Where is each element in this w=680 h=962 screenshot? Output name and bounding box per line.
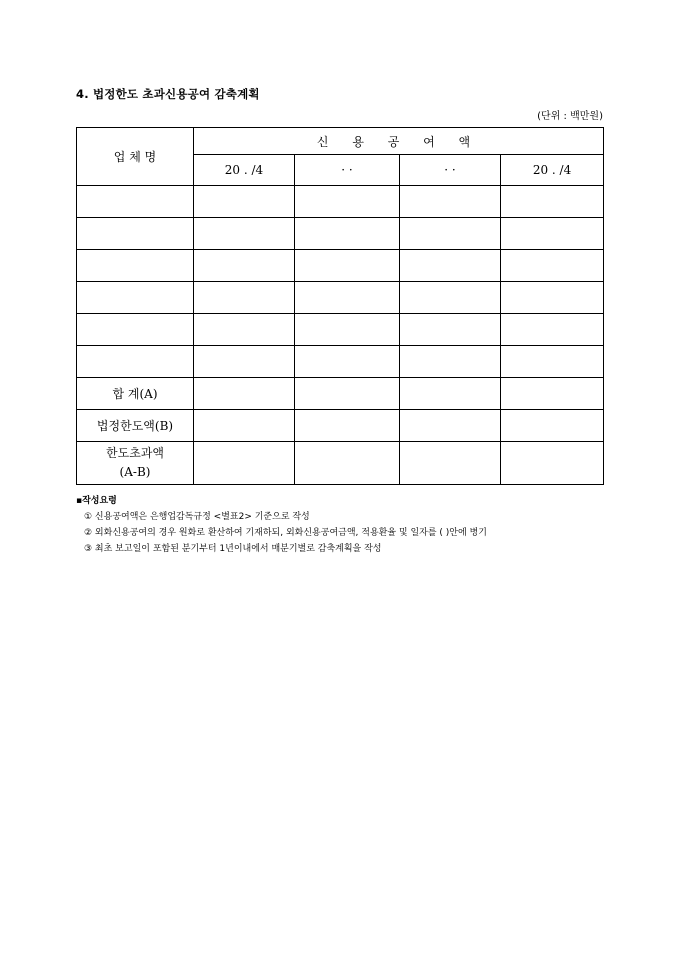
table-cell[interactable]: [77, 314, 194, 346]
table-cell[interactable]: [501, 314, 604, 346]
table-cell[interactable]: [77, 346, 194, 378]
table-row: [77, 282, 604, 314]
document-title: 4. 법정한도 초과신용공여 감축계획: [76, 87, 260, 101]
table-row: [77, 218, 604, 250]
total-row: [77, 378, 604, 410]
table-cell[interactable]: [400, 218, 501, 250]
table-cell[interactable]: [77, 186, 194, 218]
table-cell[interactable]: [295, 378, 400, 410]
table-cell[interactable]: [77, 282, 194, 314]
table-cell[interactable]: [501, 282, 604, 314]
guideline-item-2: ② 외화신용공여의 경우 원화로 환산하여 기재하되, 외화신용공여금액, 적용환율 및 일자를 ( )안에 병기: [84, 528, 487, 538]
table-cell[interactable]: [501, 250, 604, 282]
table-cell[interactable]: [501, 186, 604, 218]
guideline-item-1: ① 신용공여액은 은행업감독규정 <별표2> 기준으로 작성: [84, 512, 310, 522]
reduction-plan-table: [76, 127, 604, 485]
table-cell[interactable]: [295, 314, 400, 346]
table-cell[interactable]: [400, 314, 501, 346]
table-cell[interactable]: [400, 442, 501, 485]
table-row: [77, 186, 604, 218]
table-cell[interactable]: [194, 314, 295, 346]
table-cell[interactable]: [501, 378, 604, 410]
table-cell[interactable]: [77, 218, 194, 250]
table-cell[interactable]: [194, 378, 295, 410]
credit-amount-header: 신 용 공 여 액: [194, 128, 604, 155]
table-cell[interactable]: [295, 410, 400, 442]
table-cell[interactable]: [400, 346, 501, 378]
table-cell[interactable]: [501, 346, 604, 378]
table-cell[interactable]: [295, 250, 400, 282]
table-cell[interactable]: [77, 250, 194, 282]
date-header-2: · ·: [295, 155, 400, 186]
guidelines-heading: ▪작성요령: [76, 496, 117, 506]
table-cell[interactable]: [295, 186, 400, 218]
excess-label-line2: (A-B): [119, 465, 151, 479]
table-cell[interactable]: [295, 282, 400, 314]
table-cell[interactable]: [295, 346, 400, 378]
legal-limit-label: 법정한도액(B): [77, 410, 194, 442]
table-cell[interactable]: [295, 218, 400, 250]
table-cell[interactable]: [501, 442, 604, 485]
table-row: [77, 314, 604, 346]
table-cell[interactable]: [194, 410, 295, 442]
table-cell[interactable]: [400, 378, 501, 410]
table-cell[interactable]: [194, 346, 295, 378]
header-row-1: [77, 128, 604, 155]
table-cell[interactable]: [194, 186, 295, 218]
table-cell[interactable]: [400, 250, 501, 282]
company-name-header: 업 체 명: [77, 128, 194, 186]
total-label: 합 계(A): [77, 378, 194, 410]
table-cell[interactable]: [501, 410, 604, 442]
table-cell[interactable]: [400, 410, 501, 442]
date-header-3: · ·: [400, 155, 501, 186]
unit-label: (단위 : 백만원): [537, 111, 603, 122]
table-cell[interactable]: [400, 186, 501, 218]
date-header-1: 20 . /4: [194, 155, 295, 186]
table-cell[interactable]: [501, 218, 604, 250]
excess-row: [77, 442, 604, 485]
table-row: [77, 346, 604, 378]
table-cell[interactable]: [295, 442, 400, 485]
table-cell[interactable]: [194, 282, 295, 314]
guideline-item-3: ③ 최초 보고일이 포함된 분기부터 1년이내에서 매분기별로 감축계획을 작성: [84, 544, 382, 554]
writing-guidelines: [76, 493, 487, 557]
date-header-4: 20 . /4: [501, 155, 604, 186]
legal-limit-row: [77, 410, 604, 442]
table-cell[interactable]: [194, 250, 295, 282]
excess-label: [77, 442, 194, 485]
table-cell[interactable]: [400, 282, 501, 314]
table-cell[interactable]: [194, 442, 295, 485]
table-row: [77, 250, 604, 282]
table-cell[interactable]: [194, 218, 295, 250]
excess-label-line1: 한도초과액: [106, 446, 164, 460]
